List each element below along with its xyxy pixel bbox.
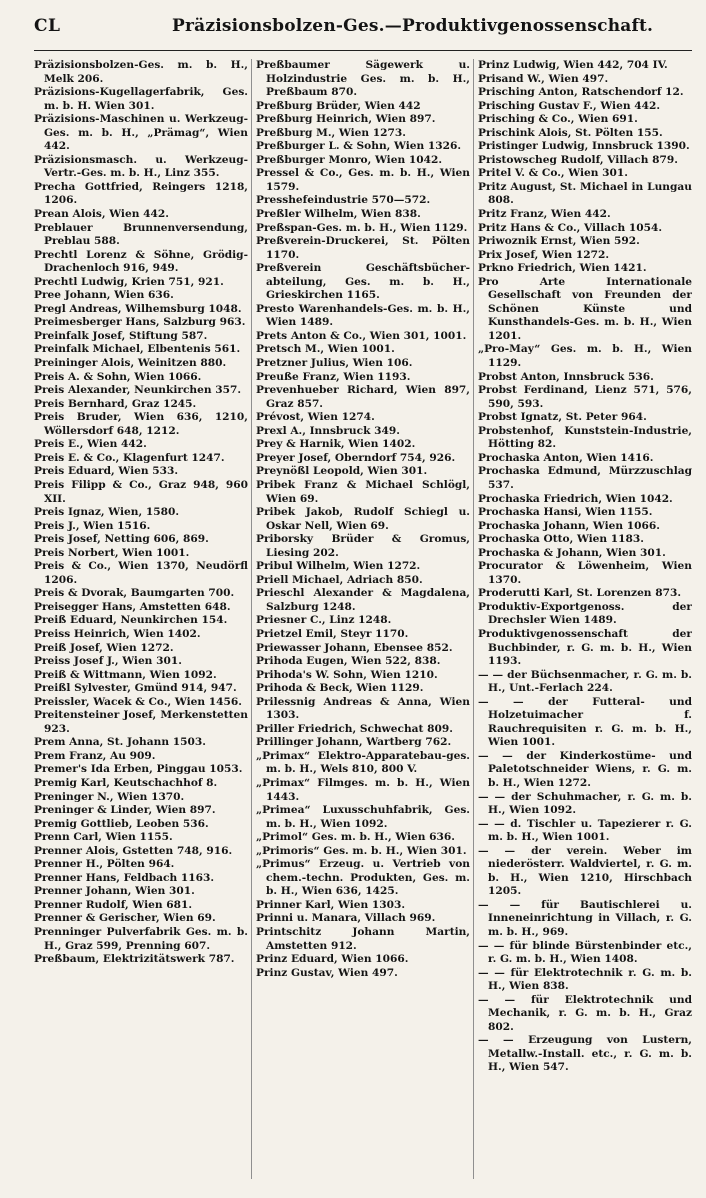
directory-entry: „Pro-May“ Ges. m. b. H., Wien 1129. — [478, 343, 692, 370]
directory-entry: Preis J., Wien 1516. — [34, 519, 151, 532]
directory-entry: Precha Gottfried, Reingers 1218, 1206. — [34, 180, 248, 207]
directory-entry: „Primus“ Erzeug. u. Vertrieb von chem.-techn. Produkten, Ges. m. b. H., Wien 636, 1425. — [256, 858, 470, 898]
directory-entry: Prisching & Co., Wien 691. — [478, 113, 638, 126]
directory-entry: Präzisionsmasch. u. Werkzeug-Vertr.-Ges. m. b. H., Linz 355. — [34, 153, 248, 180]
directory-entry: Prean Alois, Wien 442. — [34, 208, 169, 221]
directory-entry: Prevenhueber Richard, Wien 897, Graz 857. — [256, 384, 470, 410]
directory-entry: Prisand W., Wien 497. — [478, 72, 609, 85]
directory-entry: Prexl A., Innsbruck 349. — [256, 424, 400, 437]
directory-entry: Preis Ignaz, Wien, 1580. — [34, 506, 180, 519]
directory-entry: Prischink Alois, St. Pölten 155. — [478, 126, 663, 139]
directory-entry: Probst Anton, Innsbruck 536. — [478, 370, 654, 383]
directory-entry: — — der Schuhmacher, r. G. m. b. H., Wien 1092. — [478, 790, 692, 817]
directory-entry: Preiß Josef, Wien 1272. — [34, 641, 174, 654]
directory-entry: Probst Ferdinand, Lienz 571, 576, 590, 593. — [478, 384, 692, 410]
directory-entry: Pristowscheg Rudolf, Villach 879. — [478, 153, 678, 166]
directory-entry: Prochaska Anton, Wien 1416. — [478, 451, 654, 464]
directory-entry: — — für Bautischlerei u. Inneneinrichtung in Villach, r. G. m. b. H., 969. — [478, 898, 692, 938]
directory-entry: Pritz August, St. Michael in Lungau 808. — [478, 180, 692, 207]
directory-entry: Preis E. & Co., Klagenfurt 1247. — [34, 451, 225, 464]
directory-entry: Preis & Co., Wien 1370, Neudörfl 1206. — [34, 560, 248, 586]
directory-entry: Prem Anna, St. Johann 1503. — [34, 736, 206, 749]
directory-entry: Priell Michael, Adriach 850. — [256, 573, 423, 586]
directory-entry: Preissler, Wacek & Co., Wien 1456. — [34, 695, 242, 708]
directory-entry: Prochaska & Johann, Wien 301. — [478, 546, 666, 559]
directory-entry: Preyer Josef, Oberndorf 754, 926. — [256, 451, 456, 464]
directory-entry: Preninger N., Wien 1370. — [34, 790, 185, 803]
directory-entry: — — für blinde Bürstenbinder etc., r. G. m. b. H., Wien 1408. — [478, 939, 692, 966]
directory-entry: Präzisions-Kugellagerfabrik, Ges. m. b. H. Wien 301. — [34, 86, 248, 112]
directory-entry: Preis Eduard, Wien 533. — [34, 465, 179, 478]
directory-entry: Pribek Franz & Michael Schlögl, Wien 69. — [256, 478, 470, 505]
directory-entry: Preis Alexander, Neunkirchen 357. — [34, 384, 242, 397]
directory-entry: „Primol“ Ges. m. b. H., Wien 636. — [256, 831, 455, 844]
directory-entry: Pribul Wilhelm, Wien 1272. — [256, 560, 421, 573]
column-3 — [478, 59, 692, 1179]
directory-entry: Preßler Wilhelm, Wien 838. — [256, 208, 421, 221]
directory-entry: Preßspan-Ges. m. b. H., Wien 1129. — [256, 221, 468, 234]
directory-entry: — — der Kinderkostüme- und Paletotschneider Wiens, r. G. m. b. H., Wien 1272. — [478, 749, 692, 789]
directory-entry: Preinfalk Josef, Stiftung 587. — [34, 329, 208, 342]
column-2 — [256, 59, 474, 1179]
directory-entry: Preis A. & Sohn, Wien 1066. — [34, 370, 202, 383]
directory-entry: Preßburger L. & Sohn, Wien 1326. — [256, 140, 462, 153]
directory-entry: Preis Josef, Netting 606, 869. — [34, 533, 209, 546]
directory-entry: Prilessnig Andreas & Anna, Wien 1303. — [256, 695, 470, 722]
directory-entry: Pregl Andreas, Wilhemsburg 1048. — [34, 302, 242, 315]
directory-entry: Prey & Harnik, Wien 1402. — [256, 438, 416, 451]
directory-entry: Preinfalk Michael, Elbentenis 561. — [34, 343, 241, 356]
directory-entry: Prietzel Emil, Steyr 1170. — [256, 627, 409, 640]
page-number: CL — [34, 16, 61, 36]
directory-entry: Preynößl Leopold, Wien 301. — [256, 465, 428, 478]
directory-entry: Priborsky Brüder & Gromus, Liesing 202. — [256, 533, 470, 559]
directory-entry: Preßburg M., Wien 1273. — [256, 126, 406, 139]
directory-entry: — — der Büchsenmacher, r. G. m. b. H., Unt.-Ferlach 224. — [478, 668, 692, 695]
directory-entry: Preßburg Brüder, Wien 442 — [256, 99, 421, 112]
directory-entry: Prillinger Johann, Wartberg 762. — [256, 736, 452, 749]
directory-entry: Prinner Karl, Wien 1303. — [256, 898, 406, 911]
directory-entry: Preiß & Wittmann, Wien 1092. — [34, 668, 217, 681]
directory-entry: Pro Arte Internationale Gesellschaft von Freunden der Schönen Künste und Kunsthandels-Ges. m. b. H., Wien 1201. — [478, 275, 692, 342]
directory-entry: Prieschl Alexander & Magdalena, Salzburg 1248. — [256, 587, 470, 613]
directory-entry: Procurator & Löwenheim, Wien 1370. — [478, 560, 692, 586]
running-title: Präzisionsbolzen-Ges.—Produktivgenossenschaft. — [172, 16, 654, 36]
directory-entry: Pritz Franz, Wien 442. — [478, 208, 611, 221]
directory-entry: — — für Elektrotechnik r. G. m. b. H., Wien 838. — [478, 966, 692, 993]
directory-entry: Preininger Alois, Weinitzen 880. — [34, 357, 227, 370]
directory-entry: Prem Franz, Au 909. — [34, 749, 156, 762]
directory-entry: Preißl Sylvester, Gmünd 914, 947. — [34, 682, 237, 695]
directory-entry: Preiß Eduard, Neunkirchen 154. — [34, 614, 228, 627]
directory-entry: Preisegger Hans, Amstetten 648. — [34, 600, 231, 613]
directory-entry: Preblauer Brunnenversendung, Preblau 588. — [34, 221, 248, 248]
directory-entry: — — d. Tischler u. Tapezierer r. G. m. b. H., Wien 1001. — [478, 817, 692, 844]
directory-entry: Pretzner Julius, Wien 106. — [256, 357, 413, 370]
directory-entry: Prinz Eduard, Wien 1066. — [256, 953, 409, 966]
directory-entry: Prenner H., Pölten 964. — [34, 858, 175, 871]
header-rule — [34, 50, 692, 51]
directory-entry: Präzisions-Maschinen u. Werkzeug-Ges. m. b. H., „Prämag“, Wien 442. — [34, 113, 248, 153]
directory-entry: Prkno Friedrich, Wien 1421. — [478, 262, 647, 275]
directory-entry: Preimesberger Hans, Salzburg 963. — [34, 316, 246, 329]
directory-entry: Preuße Franz, Wien 1193. — [256, 370, 411, 383]
directory-entry: Preis Norbert, Wien 1001. — [34, 546, 190, 559]
directory-entry: Prochaska Friedrich, Wien 1042. — [478, 492, 673, 505]
directory-entry: „Primax“ Elektro-Apparatebau-ges. m. b. H., Wels 810, 800 V. — [256, 749, 470, 776]
directory-entry: Premig Karl, Keutschachhof 8. — [34, 776, 218, 789]
directory-entry: Preitensteiner Josef, Merkenstetten 923. — [34, 709, 248, 735]
directory-entry: Preis Filipp & Co., Graz 948, 960 XII. — [34, 478, 248, 505]
directory-entry: Preßbaumer Sägewerk u. Holzindustrie Ges. m. b. H., Preßbaum 870. — [256, 59, 470, 99]
directory-entry: Premig Gottlieb, Leoben 536. — [34, 817, 209, 830]
directory-entry: „Primea“ Luxusschuhfabrik, Ges. m. b. H., Wien 1092. — [256, 804, 470, 830]
column-1 — [34, 59, 252, 1179]
directory-entry: Prenn Carl, Wien 1155. — [34, 831, 173, 844]
directory-entry: „Primoris“ Ges. m. b. H., Wien 301. — [256, 844, 467, 857]
directory-entry: Proderutti Karl, St. Lorenzen 873. — [478, 587, 682, 600]
directory-entry: Pree Johann, Wien 636. — [34, 289, 174, 302]
directory-entry: Prihoda Eugen, Wien 522, 838. — [256, 655, 441, 668]
directory-entry: Premer's Ida Erben, Pinggau 1053. — [34, 763, 243, 776]
directory-entry: Prenner Rudolf, Wien 681. — [34, 898, 193, 911]
directory-entry: Präzisionsbolzen-Ges. m. b. H., Melk 206. — [34, 59, 248, 85]
directory-entry: Prenner & Gerischer, Wien 69. — [34, 912, 216, 925]
directory-entry: Preßburger Monro, Wien 1042. — [256, 153, 443, 166]
directory-entry: Prechtl Lorenz & Söhne, Grödig-Drachenloch 916, 949. — [34, 248, 248, 275]
directory-entry: — — Erzeugung von Lustern, Metallw.-Install. etc., r. G. m. b. H., Wien 547. — [478, 1034, 692, 1074]
directory-entry: — — der verein. Weber im niederösterr. Waldviertel, r. G. m. b. H., Wien 1210, Hirschbach 1205. — [478, 844, 692, 898]
directory-entry: Prochaska Edmund, Mürzzuschlag 537. — [478, 465, 692, 491]
directory-entry: Prenner Hans, Feldbach 1163. — [34, 871, 215, 884]
directory-entry: Priwoznik Ernst, Wien 592. — [478, 235, 640, 248]
directory-entry: Prenner Alois, Gstetten 748, 916. — [34, 844, 233, 857]
directory-entry: Prihoda & Beck, Wien 1129. — [256, 682, 424, 695]
directory-entry: Prihoda's W. Sohn, Wien 1210. — [256, 668, 438, 681]
directory-entry: Preßverein-Druckerei, St. Pölten 1170. — [256, 235, 470, 261]
directory-entry: Prinz Ludwig, Wien 442, 704 IV. — [478, 59, 668, 71]
directory-entry: Pristinger Ludwig, Innsbruck 1390. — [478, 140, 690, 153]
directory-entry: Probst Ignatz, St. Peter 964. — [478, 411, 647, 424]
directory-entry: — — der Futteral- und Holzetuimacher f. Rauchrequisiten r. G. m. b. H., Wien 1001. — [478, 695, 692, 749]
directory-entry: Preis Bernhard, Graz 1245. — [34, 397, 197, 410]
directory-entry: Prinni u. Manara, Villach 969. — [256, 912, 436, 925]
directory-entry: Prenninger Pulverfabrik Ges. m. b. H., Graz 599, Prenning 607. — [34, 926, 248, 952]
directory-entry: Preßbaum, Elektrizitätswerk 787. — [34, 953, 235, 966]
directory-entry: Preiss Josef J., Wien 301. — [34, 655, 182, 668]
directory-entry: Prenner Johann, Wien 301. — [34, 885, 195, 898]
directory-entry: Prochaska Johann, Wien 1066. — [478, 519, 660, 532]
directory-entry: Priesner C., Linz 1248. — [256, 614, 392, 627]
directory-entry: — — für Elektrotechnik und Mechanik, r. G. m. b. H., Graz 802. — [478, 993, 692, 1033]
directory-entry: Produktiv-Exportgenoss. der Drechsler Wien 1489. — [478, 600, 692, 627]
columns — [34, 59, 692, 1179]
directory-entry: Pretsch M., Wien 1001. — [256, 343, 395, 356]
directory-entry: Prisching Gustav F., Wien 442. — [478, 99, 661, 112]
directory-entry: Preßverein Geschäftsbücher-abteilung, Ges. m. b. H., Grieskirchen 1165. — [256, 262, 470, 302]
directory-entry: „Primax“ Filmges. m. b. H., Wien 1443. — [256, 776, 470, 803]
directory-entry: Prochaska Hansi, Wien 1155. — [478, 506, 653, 519]
directory-entry: Prets Anton & Co., Wien 301, 1001. — [256, 329, 467, 342]
directory-entry: Probstenhof, Kunststein-Industrie, Hötting 82. — [478, 424, 692, 451]
directory-entry: Prechtl Ludwig, Krien 751, 921. — [34, 275, 224, 288]
directory-entry: Priller Friedrich, Schwechat 809. — [256, 722, 453, 735]
directory-entry: Preiss Heinrich, Wien 1402. — [34, 627, 201, 640]
directory-entry: Pressel & Co., Ges. m. b. H., Wien 1579. — [256, 167, 470, 193]
directory-entry: Preninger & Linder, Wien 897. — [34, 804, 216, 817]
directory-entry: Prinz Gustav, Wien 497. — [256, 966, 398, 979]
directory-entry: Preis Bruder, Wien 636, 1210, Wöllersdorf 648, 1212. — [34, 411, 248, 437]
directory-entry: Pritz Hans & Co., Villach 1054. — [478, 221, 663, 234]
directory-entry: Presto Warenhandels-Ges. m. b. H., Wien 1489. — [256, 302, 470, 329]
directory-entry: Presshefeindustrie 570—572. — [256, 194, 431, 207]
directory-entry: Printschitz Johann Martin, Amstetten 912. — [256, 926, 470, 952]
page-header — [34, 16, 692, 46]
directory-entry: Preßburg Heinrich, Wien 897. — [256, 113, 436, 126]
directory-entry: Produktivgenossenschaft der Buchbinder, r. G. m. b. H., Wien 1193. — [478, 627, 692, 668]
directory-entry: Prévost, Wien 1274. — [256, 411, 375, 424]
directory-entry: Prix Josef, Wien 1272. — [478, 248, 610, 261]
directory-entry: Preis E., Wien 442. — [34, 438, 147, 451]
directory-entry: Prochaska Otto, Wien 1183. — [478, 533, 644, 546]
directory-entry: Pritel V. & Co., Wien 301. — [478, 167, 628, 180]
directory-entry: Prisching Anton, Ratschendorf 12. — [478, 86, 684, 99]
directory-entry: Priewasser Johann, Ebensee 852. — [256, 641, 453, 654]
directory-entry: Preis & Dvorak, Baumgarten 700. — [34, 587, 235, 600]
directory-entry: Pribek Jakob, Rudolf Schiegl u. Oskar Nell, Wien 69. — [256, 506, 470, 532]
